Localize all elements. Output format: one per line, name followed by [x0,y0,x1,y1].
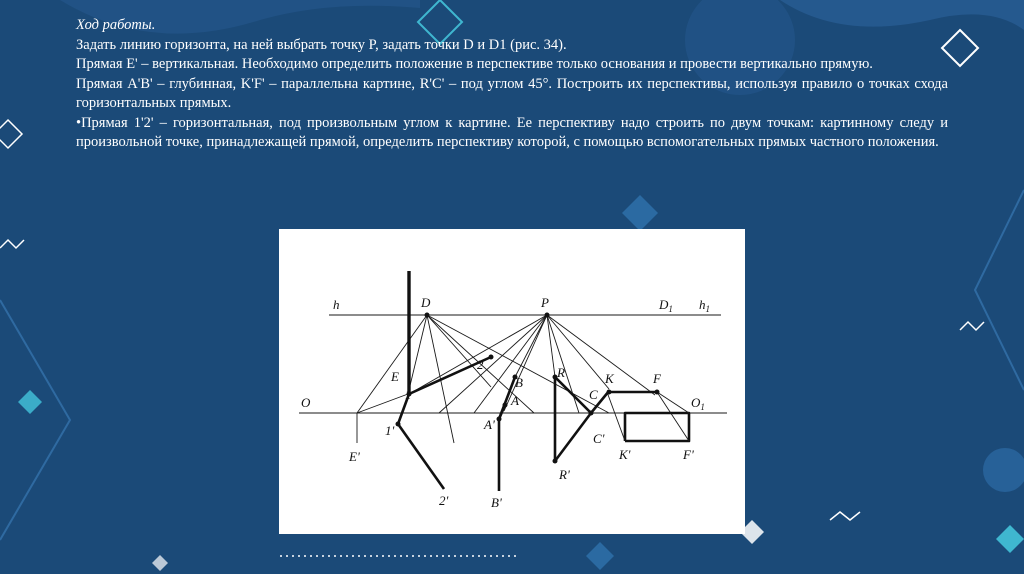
perspective-drawing [279,229,745,534]
label-r-prime: R' [559,467,570,482]
label-1: 1 [405,387,412,402]
label-d1: $D_1$ [659,297,673,314]
label-o1: $O_1$ [691,395,705,412]
label-p: P [541,295,549,310]
label-1-prime: 1' [385,423,395,438]
label-2: 2 [477,357,484,372]
label-k-prime: K' [619,447,631,462]
figure-34 [279,229,745,534]
label-f: F [653,371,661,386]
paragraph-4: •Прямая 1'2' – горизонтальная, под произвольным углом к картине. Ее перспективу надо строить по двум точкам: картинному следу и произвольной точке, принадлежащей прямой, определить перспективу которой, с помощью вспомогательных прямых частного положения. [76,114,948,150]
paragraph-2: Прямая E' – вертикальная. Необходимо определить положение в перспективе только основания и провести вертикально прямую. [76,56,873,72]
paragraph-3: Прямая A'B' – глубинная, K'F' – параллельна картине, R'C' – под углом 45°. Построить их перспективы, используя правило о точках схода горизонтальных прямых. [76,75,948,111]
heading: Ход работы. [76,17,156,33]
label-h1: $h_1$ [699,297,710,314]
label-a: A [511,393,519,408]
label-o: O [301,395,311,410]
label-e-prime: E' [349,449,360,464]
label-b: B [515,375,523,390]
label-r: R [557,365,565,380]
label-b-prime: B' [491,495,502,510]
lines-from-P [409,315,655,413]
task-text [76,16,948,153]
label-c-prime: C' [593,431,605,446]
label-k: K [605,371,614,386]
label-2-prime: 2' [439,493,449,508]
points [396,313,660,464]
label-a-prime: A' [484,417,495,432]
label-f-prime: F' [683,447,694,462]
label-d: D [421,295,431,310]
label-c: C [589,387,598,402]
paragraph-1: Задать линию горизонта, на ней выбрать точку P, задать точки D и D1 (рис. 34). [76,36,567,53]
label-e: E [391,369,399,384]
label-h: h [333,297,340,312]
